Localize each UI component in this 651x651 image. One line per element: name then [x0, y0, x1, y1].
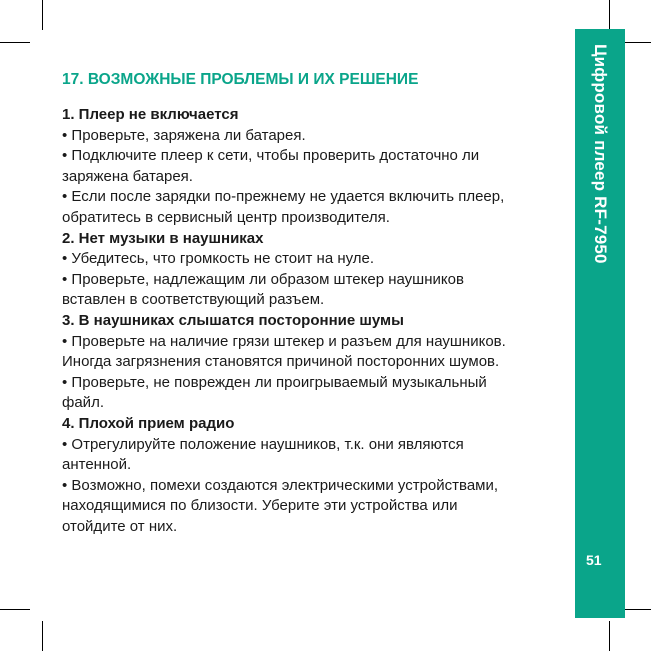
side-tab-title: Цифровой плеер RF-7950	[591, 44, 610, 264]
section-line: • Отрегулируйте положение наушников, т.к. они являются	[62, 435, 464, 453]
page-content	[62, 70, 562, 537]
crop-mark-bottom-left-vertical	[42, 621, 43, 651]
section-line: • Убедитесь, что громкость не стоит на нуле.	[62, 250, 375, 268]
section-line: заряжена батарея.	[62, 167, 193, 185]
section-2	[62, 229, 562, 311]
section-line: файл.	[62, 394, 104, 412]
section-heading: 3. В наушниках слышатся посторонние шумы	[62, 311, 404, 329]
section-line: Иногда загрязнения становятся причиной посторонних шумов.	[62, 353, 500, 371]
section-line: • Подключите плеер к сети, чтобы проверить достаточно ли	[62, 147, 480, 165]
section-line: • Если после зарядки по-прежнему не удается включить плеер,	[62, 188, 505, 206]
page-title: 17. ВОЗМОЖНЫЕ ПРОБЛЕМЫ И ИХ РЕШЕНИЕ	[62, 71, 419, 88]
section-heading: 2. Нет музыки в наушниках	[62, 229, 264, 247]
section-4	[62, 414, 562, 538]
crop-mark-top-left-horizontal	[0, 42, 30, 43]
section-line: находящимися по близости. Уберите эти устройства или	[62, 497, 458, 515]
section-heading: 4. Плохой прием радио	[62, 414, 235, 432]
crop-mark-bottom-right-horizontal	[621, 609, 651, 610]
page-number: 51	[586, 552, 602, 568]
section-line: • Проверьте, надлежащим ли образом штекер наушников	[62, 270, 464, 288]
section-line: отойдите от них.	[62, 517, 178, 535]
crop-mark-bottom-left-horizontal	[0, 609, 30, 610]
crop-mark-top-right-vertical	[609, 0, 610, 30]
section-line: вставлен в соответствующий разъем.	[62, 291, 325, 309]
crop-mark-top-right-horizontal	[621, 42, 651, 43]
section-3	[62, 311, 562, 414]
section-line: • Проверьте на наличие грязи штекер и разъем для наушников.	[62, 332, 506, 350]
crop-mark-bottom-right-vertical	[609, 621, 610, 651]
section-line: • Проверьте, не поврежден ли проигрываемый музыкальный	[62, 373, 487, 391]
crop-mark-top-left-vertical	[42, 0, 43, 30]
section-line: обратитесь в сервисный центр производителя.	[62, 208, 390, 226]
section-1	[62, 105, 562, 229]
section-heading: 1. Плеер не включается	[62, 106, 239, 123]
section-line: антенной.	[62, 456, 132, 474]
section-line: • Возможно, помехи создаются электрическими устройствами,	[62, 476, 499, 494]
section-line: • Проверьте, заряжена ли батарея.	[62, 126, 306, 144]
